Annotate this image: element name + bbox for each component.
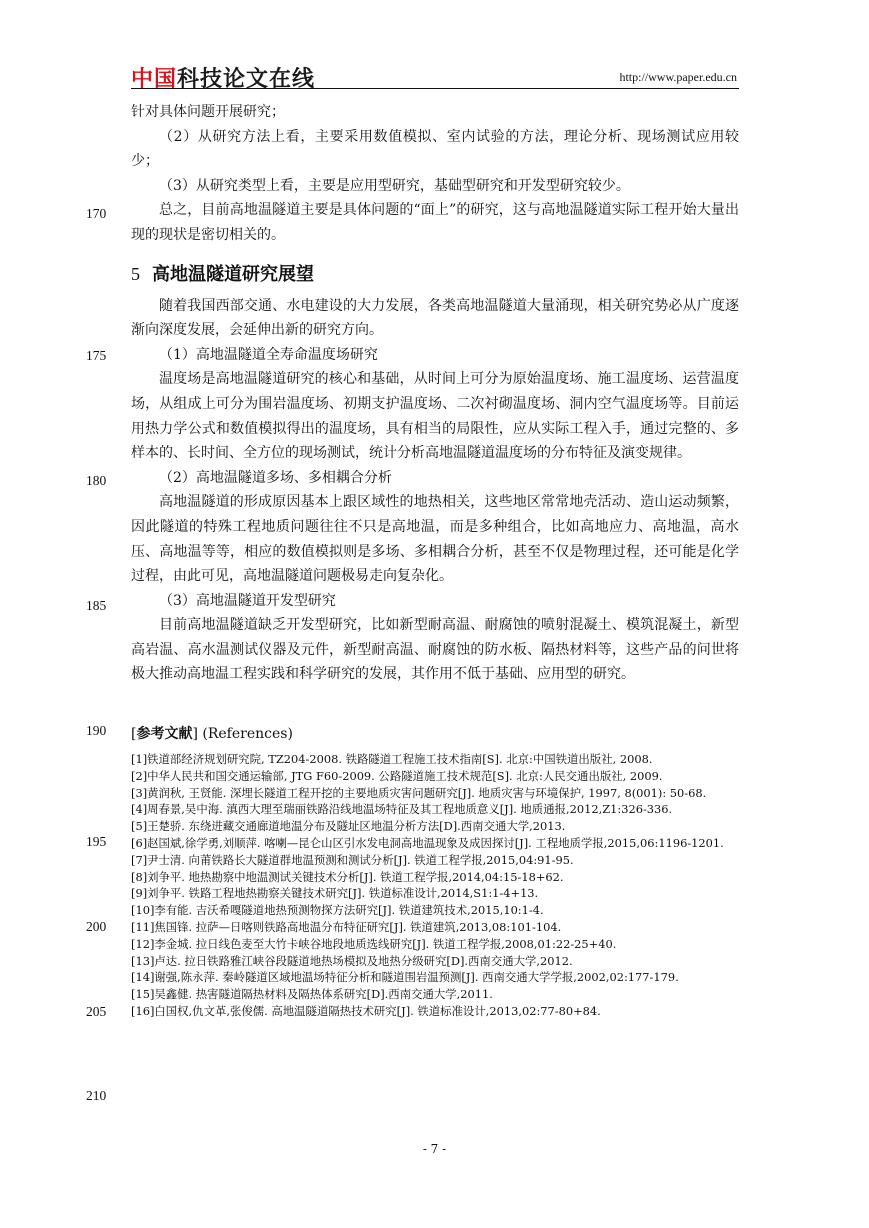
subsection-heading: （3）高地温隧道开发型研究: [159, 592, 336, 609]
reference-list: [131, 751, 739, 1020]
paragraph: 针对具体问题开展研究；: [131, 104, 285, 120]
line-number: 190: [86, 723, 107, 738]
reference-item: [5]王楚骄. 东绕进藏交通廊道地温分布及隧址区地温分析方法[D].西南交通大学,2013.: [131, 819, 566, 834]
paragraph: 目前高地温隧道缺乏开发型研究，比如新型耐高温、耐腐蚀的喷射混凝土、模筑混凝土，新型高岩温、高水温测试仪器及元件，新型耐高温、耐腐蚀的防水板、隔热材料等，这些产品的问世将极大推动高地温工程实践和科学研究的发展，其作用不低于基础、应用型的研究。: [131, 617, 739, 683]
line-number: 210: [86, 1088, 107, 1103]
reference-item: [9]刘争平. 铁路工程地热勘察关键技术研究[J]. 铁道标准设计,2014,S1:1-4+13.: [131, 886, 539, 901]
paragraph: 温度场是高地温隧道研究的核心和基础，从时间上可分为原始温度场、施工温度场、运营温度场，从组成上可分为围岩温度场、初期支护温度场、二次衬砌温度场、洞内空气温度场等。目前运用热力学公式和数值模拟得出的温度场，具有相当的局限性，应从实际工程入手，通过完整的、多样本的、长时间、全方位的现场测试，统计分析高地温隧道温度场的分布特征及演变规律。: [131, 371, 739, 462]
paragraph: （3）从研究类型上看，主要是应用型研究，基础型研究和开发型研究较少。: [159, 177, 630, 194]
logo-black-text: 科技论文在线: [177, 67, 316, 92]
paragraph: 高地温隧道的形成原因基本上跟区域性的地热相关，这些地区常常地壳活动、造山运动频繁，因此隧道的特殊工程地质问题往往不只是高地温，而是多种组合，比如高地应力、高地温，高水压、高地温等等，相应的数值模拟则是多场、多相耦合分析，甚至不仅是物理过程，还可能是化学过程，由此可见，高地温隧道问题极易走向复杂化。: [131, 494, 739, 585]
section-number: 5: [131, 263, 140, 284]
paragraph: 总之，目前高地温隧道主要是具体问题的“面上”的研究，这与高地温隧道实际工程开始大量出现的现状是密切相关的。: [131, 202, 739, 243]
section-heading: [131, 260, 739, 286]
line-number: 180: [86, 473, 107, 488]
reference-item: [16]白国权,仇文革,张俊儒. 高地温隧道隔热技术研究[J]. 铁道标准设计,2013,02:77-80+84.: [131, 1004, 601, 1019]
reference-item: [8]刘争平. 地热勘察中地温测试关键技术分析[J]. 铁道工程学报,2014,04:15-18+62.: [131, 869, 564, 884]
references-heading-bold: 参考文献: [136, 726, 193, 743]
reference-item: [1]铁道部经济规划研究院, TZ204-2008. 铁路隧道工程施工技术指南[S]. 北京:中国铁道出版社, 2008.: [131, 752, 653, 767]
body-text: [131, 100, 739, 1020]
reference-item: [4]周春景,吴中海. 滇西大理至瑞丽铁路沿线地温场特征及其工程地质意义[J]. 地质通报,2012,Z1:326-336.: [131, 802, 673, 817]
paragraph: （2）从研究方法上看，主要采用数值模拟、室内试验的方法，理论分析、现场测试应用较少；: [131, 128, 739, 170]
site-url: http://www.paper.edu.cn: [619, 70, 737, 84]
line-number: 170: [86, 206, 107, 221]
subsection-heading: （1）高地温隧道全寿命温度场研究: [159, 346, 378, 363]
references-heading: [131, 723, 739, 743]
reference-item: [3]黄润秋, 王贤能. 深埋长隧道工程开挖的主要地质灾害问题研究[J]. 地质灾害与环境保护, 1997, 8(001): 50-68.: [131, 785, 707, 800]
reference-item: [10]李有能. 吉沃希嘎隧道地热预测物探方法研究[J]. 铁道建筑技术,2015,10:1-4.: [131, 903, 544, 918]
line-number: 195: [86, 834, 107, 849]
reference-item: [7]尹士清. 向莆铁路长大隧道群地温预测和测试分析[J]. 铁道工程学报,2015,04:91-95.: [131, 852, 574, 867]
references-heading-bracket: [: [131, 726, 137, 743]
reference-item: [11]焦国锋. 拉萨—日喀则铁路高地温分布特征研究[J]. 铁道建筑,2013,08:101-104.: [131, 920, 562, 935]
line-number: 175: [86, 348, 107, 363]
references-heading-rest: ] (References): [192, 726, 293, 743]
logo-red-text: 中国: [131, 67, 178, 92]
reference-item: [15]吴鑫健. 热害隧道隔热材料及隔热体系研究[D].西南交通大学,2011.: [131, 987, 493, 1002]
reference-item: [14]谢强,陈永萍. 秦岭隧道区域地温场特征分析和隧道围岩温预测[J]. 西南交通大学学报,2002,02:177-179.: [131, 970, 679, 985]
subsection-heading: （2）高地温隧道多场、多相耦合分析: [159, 469, 392, 486]
reference-item: [12]李金城. 拉日线色麦至大竹卡峡谷地段地质选线研究[J]. 铁道工程学报,2008,01:22-25+40.: [131, 936, 617, 951]
line-number: 205: [86, 1004, 107, 1019]
paragraph: 随着我国西部交通、水电建设的大力发展，各类高地温隧道大量涌现，相关研究势必从广度逐渐向深度发展，会延伸出新的研究方向。: [131, 297, 739, 339]
line-number: 185: [86, 598, 107, 613]
page-number: - 7 -: [422, 1142, 447, 1156]
reference-item: [6]赵国斌,徐学勇,刘顺萍. 喀喇—昆仑山区引水发电洞高地温现象及成因探讨[J]. 工程地质学报,2015,06:1196-1201.: [131, 836, 724, 851]
header-rule: [131, 88, 739, 89]
section-title: 高地温隧道研究展望: [152, 263, 314, 285]
line-number: 200: [86, 919, 107, 934]
reference-item: [2]中华人民共和国交通运输部, JTG F60-2009. 公路隧道施工技术规范[S]. 北京:人民交通出版社, 2009.: [131, 768, 663, 783]
reference-item: [13]卢达. 拉日铁路雅江峡谷段隧道地热场模拟及地热分级研究[D].西南交通大学,2012.: [131, 953, 573, 968]
